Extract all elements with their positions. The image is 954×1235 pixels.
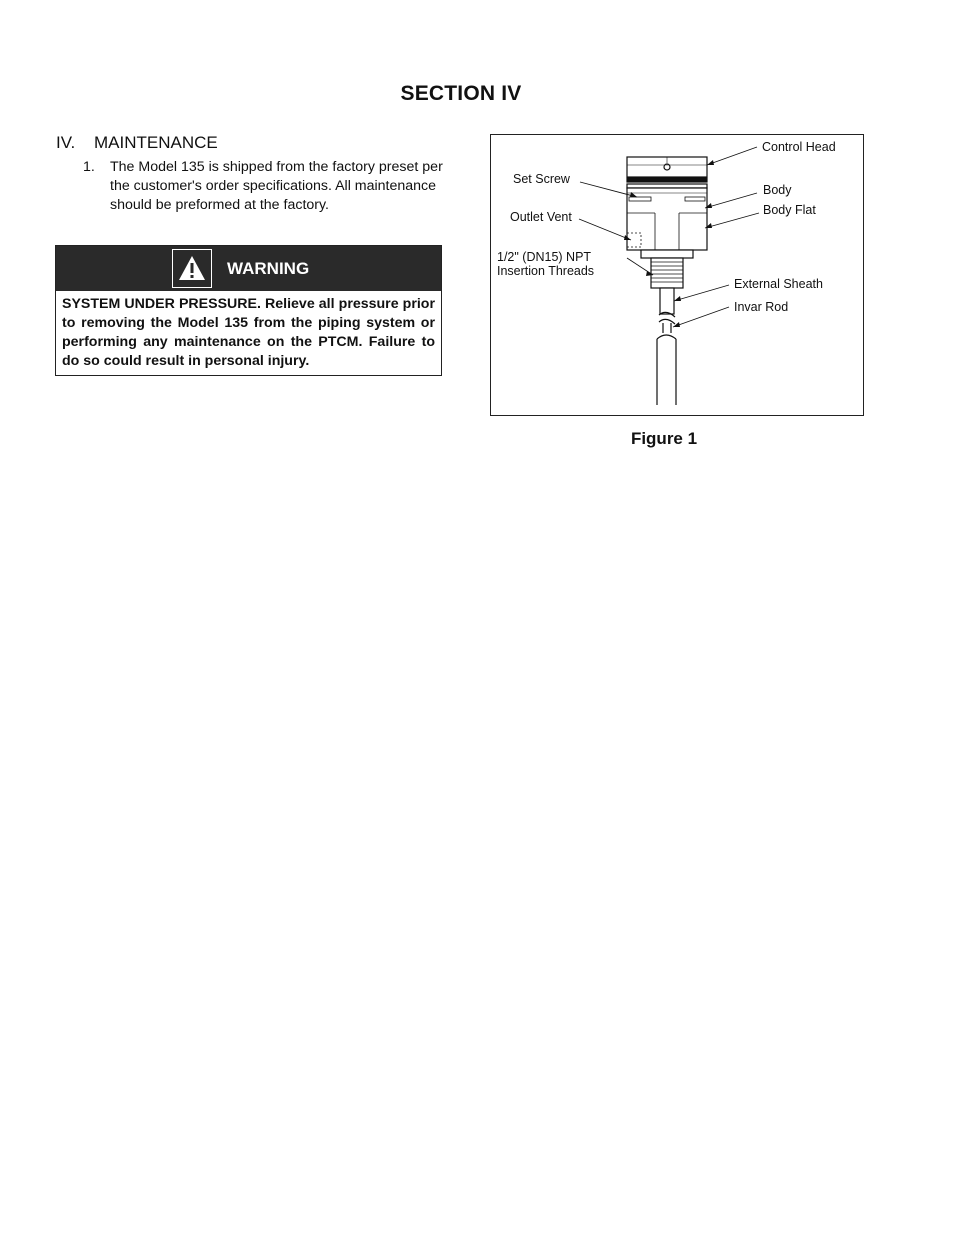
heading-title: MAINTENANCE (94, 133, 218, 152)
label-body: Body (763, 183, 792, 197)
label-external-sheath: External Sheath (734, 277, 823, 291)
maintenance-heading (56, 133, 218, 153)
warning-text: SYSTEM UNDER PRESSURE. Relieve all pressure prior to removing the Model 135 from the piping system or performing any maintenance on the PTCM. Failure to do so could result in personal injury. (62, 296, 435, 369)
warning-box (55, 245, 442, 376)
label-outlet-vent: Outlet Vent (510, 210, 572, 224)
label-invar-rod: Invar Rod (734, 300, 789, 314)
label-threads-line2: Insertion Threads (497, 264, 595, 278)
section-title: SECTION IV (400, 82, 522, 105)
heading-number: IV. (56, 133, 76, 152)
label-body-flat: Body Flat (763, 203, 816, 217)
item-text: The Model 135 is shipped from the factory preset per the customer's order specifications. All maintenance should be preformed at the factory. (110, 159, 443, 213)
warning-triangle-icon (172, 249, 212, 288)
list-item (83, 158, 453, 215)
warning-label: WARNING (227, 259, 310, 278)
item-number: 1. (83, 159, 95, 175)
label-threads-line1: 1/2" (DN15) NPT (497, 250, 592, 264)
label-set-screw: Set Screw (513, 172, 570, 186)
warning-header (56, 246, 441, 291)
figure-diagram (490, 134, 864, 416)
label-control-head: Control Head (762, 140, 836, 154)
figure-caption: Figure 1 (630, 429, 698, 448)
